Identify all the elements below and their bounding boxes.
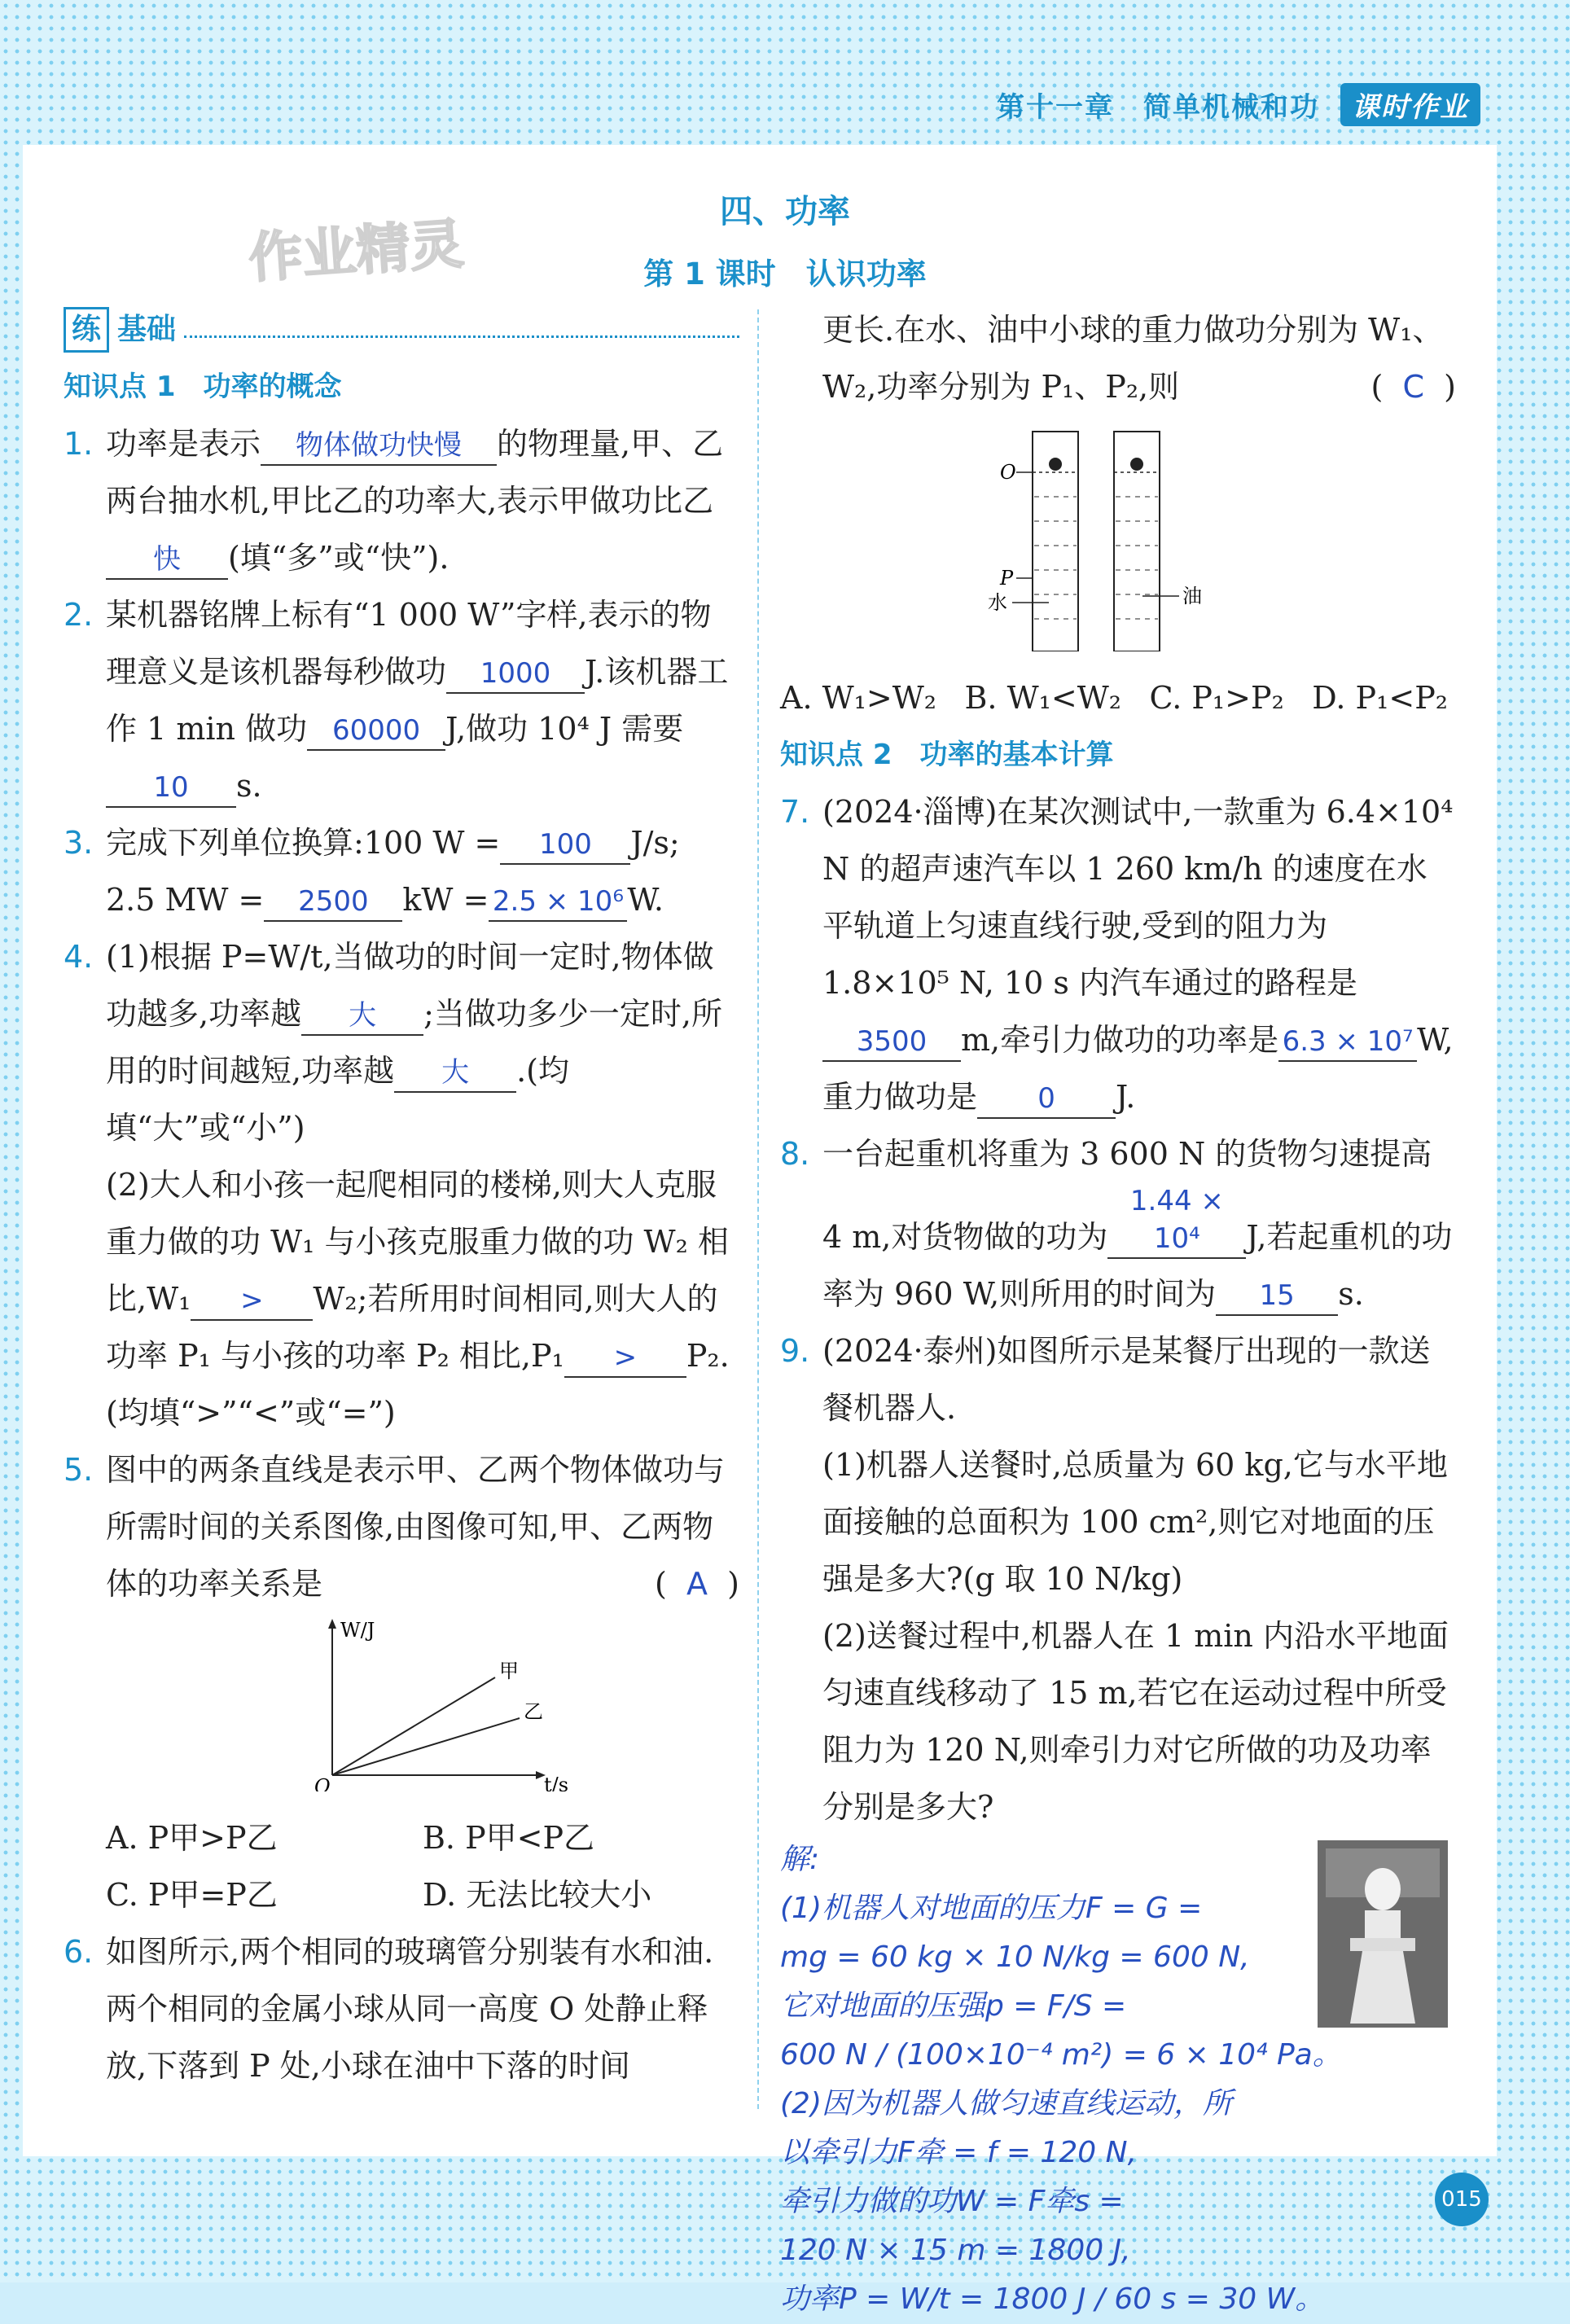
- question-text: 某机器铭牌上标有“1 000 W”字样,表示的物理意义是该机器每秒做功: [106, 597, 712, 690]
- answer-blank: 0: [977, 1080, 1116, 1119]
- q6-options: [780, 669, 1456, 726]
- question-text: J,做功 10⁴ J 需要: [445, 711, 684, 747]
- lesson-title: 第 1 课时 认识功率: [643, 257, 927, 292]
- solution-line: 它对地面的压强p = F/S =: [780, 1989, 1127, 2023]
- question-5: [64, 1441, 739, 1612]
- question-text: s.: [1338, 1276, 1364, 1312]
- work-time-graph: [64, 1612, 739, 1791]
- option-d: D. 无法比较大小: [423, 1877, 652, 1913]
- ball-water: [1049, 458, 1062, 471]
- tubes-figure: [780, 415, 1456, 651]
- question-text: W₂;若所用时间相同,则大人的功率 P₁ 与小孩的功率 P₂ 相比,P₁: [106, 1281, 718, 1374]
- question-4: [64, 928, 739, 1441]
- y-axis-label: W/J: [340, 1619, 375, 1642]
- option-a: A. W₁>W₂: [780, 680, 937, 716]
- line-jia: [332, 1677, 495, 1775]
- question-7: [780, 783, 1456, 1125]
- question-number: 7.: [780, 794, 810, 830]
- question-text: J/s;: [630, 825, 680, 861]
- question-text: 的物理量,甲、乙两台抽水机,甲比乙的功率大,表示甲做功比乙: [106, 426, 724, 519]
- question-6: [64, 1923, 739, 2094]
- option-c: C. P₁>P₂: [1149, 680, 1284, 716]
- solution-line: 功率P = W/t = 1800 J / 60 s = 30 W。: [780, 2282, 1325, 2316]
- label-o: O: [1000, 461, 1016, 484]
- question-text: .(均填“大”或“小”): [106, 1053, 569, 1146]
- watermark: 作业精灵: [247, 212, 466, 291]
- answer-blank: >: [564, 1339, 686, 1378]
- question-number: 8.: [780, 1136, 810, 1172]
- solution-line: 以牵引力F牵 = f = 120 N,: [780, 2136, 1138, 2169]
- question-8: [780, 1125, 1456, 1322]
- choice-answer: C: [1402, 369, 1425, 405]
- solution-line: (1)机器人对地面的压力F = G =: [780, 1892, 1203, 1925]
- question-text: 一台起重机将重为 3 600 N 的货物匀速提高 4 m,对货物做的功为: [822, 1136, 1432, 1255]
- answer-blank: 物体做功快慢: [261, 427, 497, 466]
- question-part-1: (1)机器人送餐时,总质量为 60 kg,它与水平地面接触的总面积为 100 cm²,则它对地面的压强是多大?(g 取 10 N/kg): [822, 1447, 1448, 1597]
- question-number: 2.: [64, 597, 94, 633]
- solution-block: [780, 1835, 1456, 2324]
- answer-paren: ( A ): [655, 1566, 739, 1602]
- right-column: [780, 301, 1456, 2324]
- question-text: (填“多”或“快”).: [228, 540, 450, 576]
- line-yi: [332, 1718, 520, 1775]
- ball-oil: [1130, 458, 1143, 471]
- question-text: 2.5 MW =: [106, 882, 265, 918]
- q5-options: [64, 1809, 739, 1923]
- question-text: (2024·淄博)在某次测试中,一款重为 6.4×10⁴ N 的超声速汽车以 1 260 km/h 的速度在水平轨道上匀速直线行驶,受到的阻力为 1.8×10⁵ N, 10 s 内汽车通过的路程是: [822, 794, 1454, 1001]
- answer-blank: >: [191, 1282, 313, 1321]
- question-number: 1.: [64, 426, 94, 462]
- question-text: J.: [1116, 1079, 1136, 1115]
- origin-label: O: [314, 1775, 331, 1791]
- chapter-label: 第十一章: [997, 91, 1114, 124]
- option-c: C. P甲=P乙: [106, 1877, 278, 1913]
- question-text: P₂.(均填“>”“<”或“=”): [106, 1338, 730, 1431]
- option-d: D. P₁<P₂: [1312, 680, 1448, 716]
- question-text: (2)大人和小孩一起爬相同的楼梯,则大人克服重力做的功 W₁ 与小孩克服重力做的功 W₂ 相比,W₁: [106, 1167, 729, 1317]
- basic-header: [64, 301, 739, 358]
- solution-line: 600 N / (100×10⁻⁴ m²) = 6 × 10⁴ Pa。: [780, 2038, 1342, 2072]
- line-jia-label: 甲: [499, 1660, 519, 1682]
- option-b: B. W₁<W₂: [964, 680, 1122, 716]
- solution-line: (2)因为机器人做匀速直线运动，所: [780, 2087, 1232, 2120]
- knowledge-point-1: 知识点 1 功率的概念: [64, 371, 342, 403]
- robot-photo: [1318, 1840, 1448, 2028]
- option-a: A. P甲>P乙: [106, 1820, 278, 1856]
- question-6-continued: [780, 301, 1456, 415]
- question-text: 完成下列单位换算:100 W =: [106, 825, 501, 861]
- question-text: 图中的两条直线是表示甲、乙两个物体做功与所需时间的关系图像,由图像可知,甲、乙两物体的功率关系是: [106, 1452, 726, 1602]
- answer-blank: 快: [106, 541, 228, 580]
- choice-answer: A: [686, 1566, 708, 1602]
- question-part-2: (2)送餐过程中,机器人在 1 min 内沿水平地面匀速直线移动了 15 m,若它在运动过程中所受阻力为 120 N,则牵引力对它所做的功及功率分别是多大?: [822, 1618, 1449, 1825]
- answer-blank: 10: [106, 769, 236, 808]
- basic-label: 基础: [117, 313, 177, 346]
- question-text: 功率是表示: [106, 426, 261, 462]
- question-text: J.该机器工作 1 min 做功: [106, 654, 729, 747]
- page-number: 015: [1435, 2173, 1489, 2226]
- question-text: W.: [627, 882, 664, 918]
- question-text: 更长.在水、油中小球的重力做功分别为 W₁、W₂,功率分别为 P₁、P₂,则: [822, 312, 1444, 405]
- question-text: 如图所示,两个相同的玻璃管分别装有水和油.两个相同的金属小球从同一高度 O 处静止释放,下落到 P 处,小球在油中下落的时间: [106, 1934, 714, 2084]
- answer-blank: 100: [500, 826, 630, 865]
- question-number: 9.: [780, 1333, 810, 1369]
- question-text: ;当做功多少一定时,所用的时间越短,功率越: [106, 996, 722, 1089]
- left-column: [64, 301, 739, 2094]
- question-text: kW =: [402, 882, 489, 918]
- question-1: [64, 415, 739, 586]
- label-oil: 油: [1182, 585, 1202, 607]
- answer-blank: 1.44 × 10⁴: [1107, 1182, 1246, 1259]
- question-number: 5.: [64, 1452, 94, 1488]
- answer-blank: 大: [301, 997, 423, 1036]
- answer-blank: 1000: [446, 655, 585, 694]
- liquid-hatching: [1034, 497, 1158, 619]
- arrow-line: [184, 335, 739, 338]
- solution-line: 解:: [780, 1843, 820, 1876]
- question-9: [780, 1322, 1456, 1835]
- answer-blank: 60000: [307, 712, 445, 751]
- topic-label: 简单机械和功: [1143, 91, 1319, 124]
- answer-paren: ( C ): [1370, 369, 1456, 405]
- column-divider: [757, 309, 759, 2109]
- solution-line: mg = 60 kg × 10 N/kg = 600 N,: [780, 1940, 1250, 1974]
- option-b: B. P甲<P乙: [423, 1820, 595, 1856]
- question-text: W,重力做功是: [822, 1022, 1454, 1115]
- series-badge: 课时作业: [1340, 83, 1480, 126]
- question-number: 6.: [64, 1934, 94, 1970]
- answer-blank: 2.5 × 10⁶: [489, 883, 627, 922]
- answer-blank: 大: [394, 1054, 516, 1093]
- question-text: (2024·泰州)如图所示是某餐厅出现的一款送餐机器人.: [822, 1333, 1431, 1426]
- answer-blank: 15: [1216, 1277, 1338, 1316]
- question-number: 4.: [64, 939, 94, 975]
- question-text: (1)根据 P=W/t,当做功的时间一定时,物体做功越多,功率越: [106, 939, 714, 1032]
- question-2: [64, 586, 739, 814]
- knowledge-point-2: 知识点 2 功率的基本计算: [780, 739, 1114, 771]
- question-text: m,牵引力做功的功率是: [961, 1022, 1279, 1058]
- section-title: 四、功率: [720, 193, 850, 230]
- line-yi-label: 乙: [524, 1700, 543, 1723]
- solution-line: 牵引力做的功W = F牵s =: [780, 2185, 1124, 2218]
- question-number: 3.: [64, 825, 94, 861]
- question-text: J,若起重机的功率为 960 W,则所用的时间为: [822, 1219, 1453, 1312]
- label-water: 水: [988, 591, 1007, 614]
- label-p: P: [1000, 567, 1014, 590]
- solution-line: 120 N × 15 m = 1800 J,: [780, 2234, 1131, 2267]
- question-text: s.: [236, 768, 262, 804]
- answer-blank: 3500: [822, 1023, 961, 1062]
- answer-blank: 2500: [264, 883, 402, 922]
- y-axis-arrow: [328, 1619, 336, 1629]
- practice-icon: 练: [64, 307, 109, 353]
- answer-blank: 6.3 × 10⁷: [1278, 1023, 1417, 1062]
- x-axis-label: t/s: [544, 1774, 569, 1791]
- running-header: [997, 83, 1480, 126]
- question-3: [64, 814, 739, 928]
